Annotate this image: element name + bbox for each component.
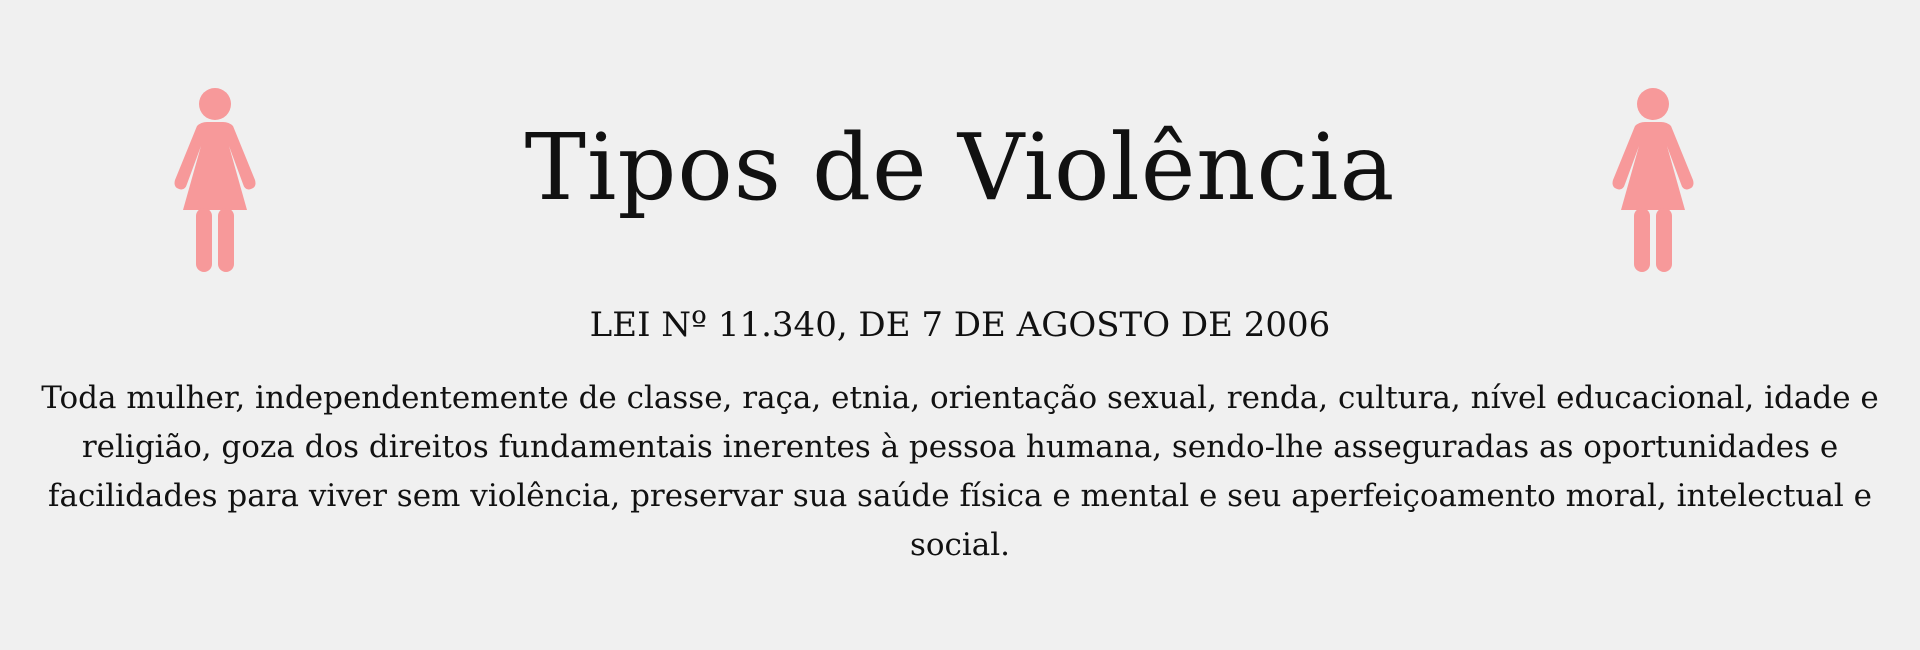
- body-paragraph: Toda mulher, independentemente de classe, raça, etnia, orientação sexual, renda, cultura, nível educacional, idade e religião, goza dos direitos fundamentais inerentes à pessoa humana, sendo-lhe asseguradas as oportunidades e facilidades para viver sem violência, preservar sua saúde física e mental e seu aperfeiçoamento moral, intelectual e social.: [41, 380, 1879, 563]
- woman-icon: [1611, 88, 1695, 272]
- page-title: Tipos de Violência: [524, 114, 1396, 221]
- law-reference: LEI Nº 11.340, DE 7 DE AGOSTO DE 2006: [589, 305, 1331, 345]
